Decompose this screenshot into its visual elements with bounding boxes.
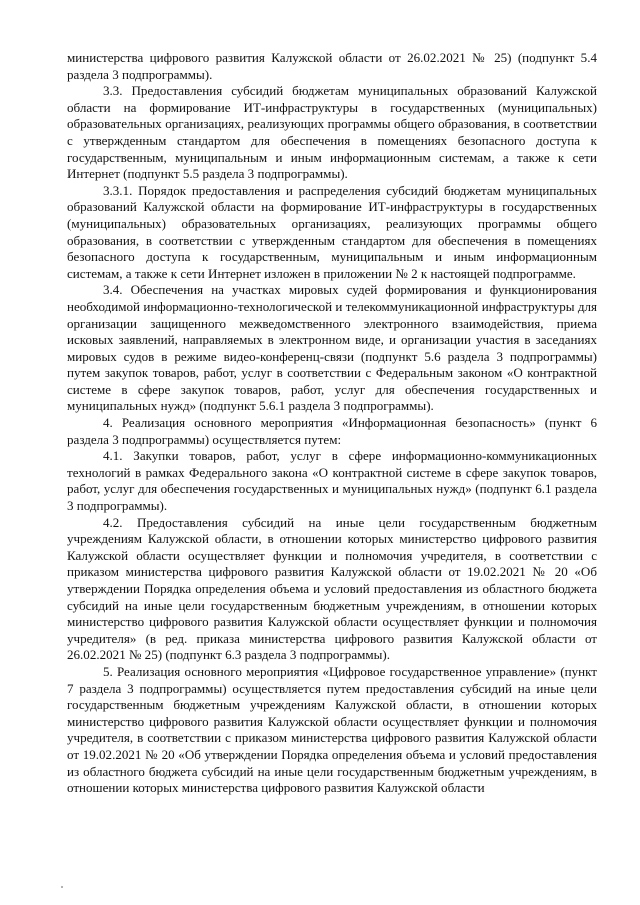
paragraph-4: 4. Реализация основного мероприятия «Информационная безопасность» (пункт 6 раздела 3 подпрограммы) осуществляется путем:: [67, 415, 597, 447]
paragraph-4-2: 4.2. Предоставления субсидий на иные цели государственным бюджетным учреждениям Калужской области, в отношении которых министерство цифрового развития Калужской области осуществляет функции и полномочия учредителя, в соответствии с приказом министерства цифрового развития Калужской области от 19.02.2021 № 20 «Об утверждении Порядка определения объема и условий предоставления из областного бюджета субсидий на иные цели государственным бюджетным учреждениям, в отношении которых министерство цифрового развития Калужской области осуществляет функции и полномочия учредителя» (в ред. приказа министерства цифрового развития Калужской области от 26.02.2021 № 25) (подпункт 6.3 раздела 3 подпрограммы).: [67, 514, 597, 663]
paragraph-3-3: 3.3. Предоставления субсидий бюджетам муниципальных образований Калужской области на формирование ИТ-инфраструктуры в государственных (муниципальных) образовательных организациях, реализующих программы общего образования, в соответствии с утвержденным стандартом для обеспечения в помещениях безопасного доступа к государственным, муниципальным и иным информационным системам, а также к сети Интернет (подпункт 5.5 раздела 3 подпрограммы).: [67, 83, 597, 182]
paragraph-3-4: 3.4. Обеспечения на участках мировых судей формирования и функционирования необходимой информационно-технологической и телекоммуникационной инфраструктуры для организации защищенного межведомственного электронного взаимодействия, приема исковых заявлений, направляемых в электронном виде, и организации участия в заседаниях мировых судов в режиме видео-конференц-связи (подпункт 5.6 раздела 3 подпрограммы) путем закупок товаров, работ, услуг в соответствии с Федеральным законом «О контрактной системе в сфере закупок товаров, работ, услуг для обеспечения государственных и муниципальных нужд» (подпункт 5.6.1 раздела 3 подпрограммы).: [67, 282, 597, 414]
paragraph-continuation: министерства цифрового развития Калужской области от 26.02.2021 № 25) (подпункт 5.4 раздела 3 подпрограммы).: [67, 50, 597, 82]
document-body: [67, 50, 597, 797]
paragraph-3-3-1: 3.3.1. Порядок предоставления и распределения субсидий бюджетам муниципальных образований Калужской области на формирование ИТ-инфраструктуры в государственных (муниципальных) образовательных организациях, реализующих программы общего образования, в соответствии с утвержденным стандартом для обеспечения в помещениях безопасного доступа к государственным, муниципальным и иным информационным системам, а также к сети Интернет изложен в приложении № 2 к настоящей подпрограмме.: [67, 182, 597, 281]
paragraph-5: 5. Реализация основного мероприятия «Цифровое государственное управление» (пункт 7 раздела 3 подпрограммы) осуществляется путем предоставления субсидий на иные цели государственным бюджетным учреждениям Калужской области, в отношении которых министерство цифрового развития Калужской области осуществляет функции и полномочия учредителя, в соответствии с приказом министерства цифрового развития Калужской области от 19.02.2021 № 20 «Об утверждении Порядка определения объема и условий предоставления из областного бюджета субсидий на иные цели государственным бюджетным учреждениям, в отношении которых министерства цифрового развития Калужской области: [67, 663, 597, 796]
paragraph-4-1: 4.1. Закупки товаров, работ, услуг в сфере информационно-коммуникационных технологий в рамках Федерального закона «О контрактной системе в сфере закупок товаров, работ, услуг для обеспечения государственных и муниципальных нужд» (подпункт 6.1 раздела 3 подпрограммы).: [67, 448, 597, 514]
scan-speck: [61, 886, 63, 888]
